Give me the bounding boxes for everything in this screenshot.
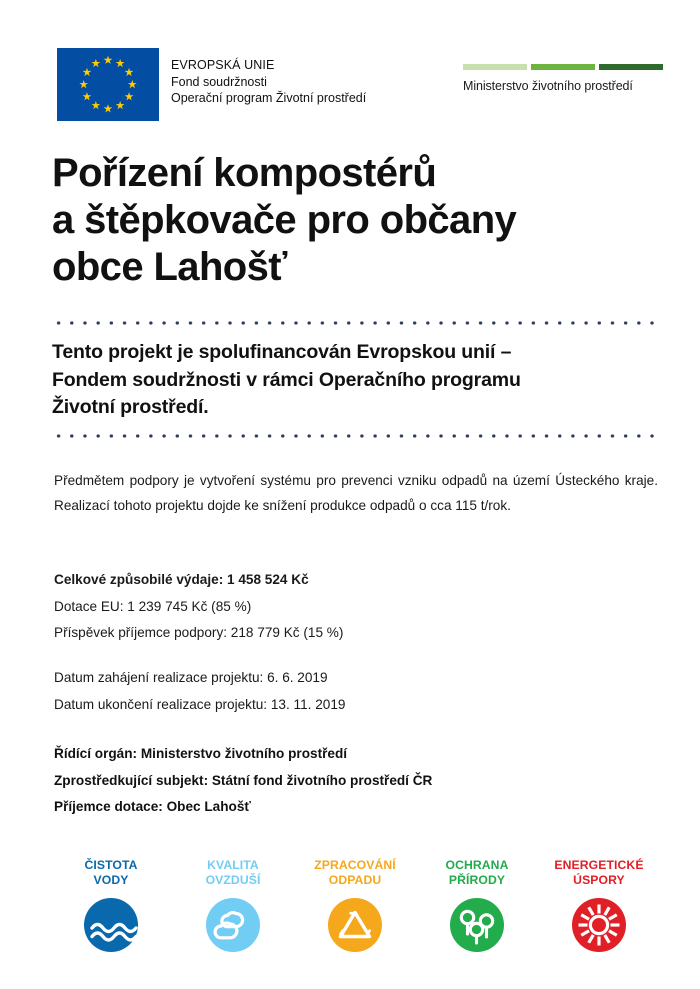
category-water-purity xyxy=(52,858,170,952)
category-nature-protection-label-line-1: OCHRANA xyxy=(445,858,509,872)
grant-beneficiary: Příjemce dotace: Obec Lahošť xyxy=(54,799,251,815)
trees-icon xyxy=(450,898,504,952)
eu-subsidy: Dotace EU: 1 239 745 Kč (85 %) xyxy=(54,598,252,614)
category-air-quality-label xyxy=(206,858,261,889)
category-nature-protection-label xyxy=(446,858,509,889)
category-waste-processing-label xyxy=(314,858,396,889)
clouds-icon xyxy=(206,898,260,952)
authorities-block xyxy=(54,741,658,821)
page-title xyxy=(52,150,662,290)
intermediate-body: Zprostředkující subjekt: Státní fond životního prostředí ČR xyxy=(54,772,433,788)
category-water-purity-label xyxy=(84,858,137,889)
category-air-quality-label-line-1: KVALITA xyxy=(207,858,259,872)
eu-line-3: Operační program Životní prostředí xyxy=(171,91,367,106)
divider-dotted-top xyxy=(52,321,656,325)
eu-line-1: EVROPSKÁ UNIE xyxy=(171,58,275,72)
funding-statement-line-1: Tento projekt je spolufinancován Evropskou unií – xyxy=(52,341,512,363)
funding-statement-line-2: Fondem soudržnosti v rámci Operačního programu xyxy=(52,368,521,391)
project-description: Předmětem podpory je vytvoření systému pro prevenci vzniku odpadů na území Ústeckého kraje. Realizací tohoto projektu dojde ke snížení produkce odpadů o cca 115 t/rok. xyxy=(54,473,658,514)
category-waste-processing-label-line-2: ODPADU xyxy=(328,873,382,888)
dates-block xyxy=(54,665,658,718)
sun-rays-icon xyxy=(572,898,626,952)
category-energy-savings-label xyxy=(554,858,643,889)
category-waste-processing-label-line-1: ZPRACOVÁNÍ xyxy=(314,858,396,872)
category-energy-savings-badge xyxy=(572,898,626,952)
category-energy-savings xyxy=(540,858,658,952)
category-water-purity-badge xyxy=(84,898,138,952)
category-air-quality xyxy=(174,858,292,952)
ministry-bar-light xyxy=(463,64,527,70)
eu-logo-block xyxy=(57,48,366,121)
ministry-bars xyxy=(463,64,663,70)
category-waste-processing-badge xyxy=(328,898,382,952)
managing-authority: Řídící orgán: Ministerstvo životního prostředí xyxy=(54,746,348,761)
category-nature-protection xyxy=(418,858,536,952)
eu-flag-icon xyxy=(57,48,159,121)
funding-statement xyxy=(52,339,672,422)
ministry-bar-medium xyxy=(531,64,595,70)
ministry-bar-dark xyxy=(599,64,663,70)
category-nature-protection-badge xyxy=(450,898,504,952)
divider-dotted-bottom xyxy=(52,434,656,438)
project-end-date: Datum ukončení realizace projektu: 13. 11. 2019 xyxy=(54,696,346,712)
category-icon-strip xyxy=(52,858,658,952)
poster-header xyxy=(0,48,700,134)
category-water-purity-label-line-2: VODY xyxy=(93,873,129,888)
beneficiary-contribution: Příspěvek příjemce podpory: 218 779 Kč (15 %) xyxy=(54,625,344,641)
total-eligible-expenses: Celkové způsobilé výdaje: 1 458 524 Kč xyxy=(54,572,309,587)
category-energy-savings-label-line-2: ÚSPORY xyxy=(573,873,625,888)
category-energy-savings-label-line-1: ENERGETICKÉ xyxy=(554,858,644,872)
eu-line-2: Fond soudržnosti xyxy=(171,74,267,89)
title-line-3: obce Lahošť xyxy=(52,244,287,289)
title-line-2: a štěpkovače pro občany xyxy=(52,197,517,242)
category-water-purity-label-line-1: ČISTOTA xyxy=(84,858,138,872)
category-air-quality-badge xyxy=(206,898,260,952)
eu-logo-text xyxy=(171,48,366,107)
category-waste-processing xyxy=(296,858,414,952)
finance-block xyxy=(54,567,658,647)
ministry-logo-block xyxy=(463,64,663,93)
water-waves-icon xyxy=(84,898,138,952)
category-air-quality-label-line-2: OVZDUŠÍ xyxy=(205,873,261,888)
category-nature-protection-label-line-2: PŘÍRODY xyxy=(448,873,506,888)
recycling-triangle-icon xyxy=(328,898,382,952)
project-start-date: Datum zahájení realizace projektu: 6. 6. 2019 xyxy=(54,670,328,685)
funding-statement-line-3: Životní prostředí. xyxy=(52,396,209,419)
title-line-1: Pořízení kompostérů xyxy=(52,151,437,195)
ministry-name: Ministerstvo životního prostředí xyxy=(463,79,633,93)
